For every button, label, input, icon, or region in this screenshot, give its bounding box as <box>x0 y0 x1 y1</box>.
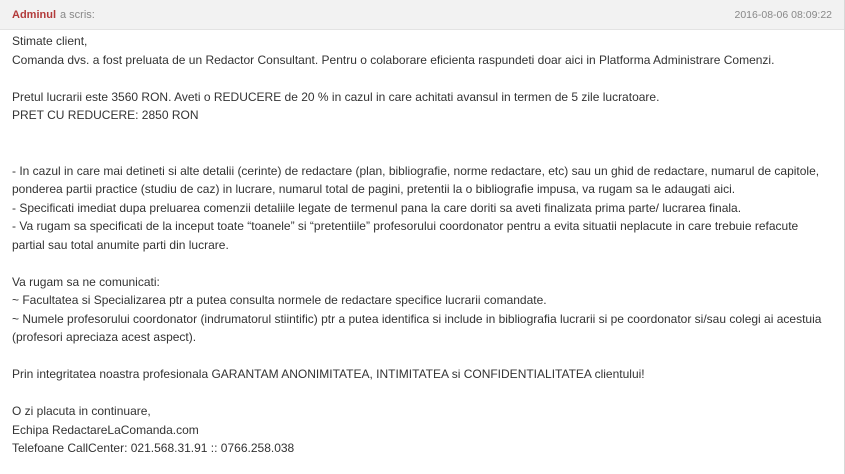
author-block <box>12 9 95 21</box>
message-header <box>0 0 844 30</box>
detail-bullet-1: - In cazul in care mai detineti si alte detalii (cerinte) de redactare (plan, bibliografie, norme redactare, etc) sau un ghid de redactare, numarul de capitole, ponderea partii practice (studiu de caz) in lucrare, numarul total de pagini, pretentii la o bibliografie impusa, va rugam sa le adaugati aici. <box>12 163 820 196</box>
message-body <box>0 30 844 458</box>
intro-text: Comanda dvs. a fost preluata de un Redactor Consultant. Pentru o colaborare eficienta raspundeti doar aici in Platforma Administrare Comenzi. <box>12 52 775 67</box>
communicate-item-1: ~ Facultatea si Specializarea ptr a putea consulta normele de redactare specifice lucrarii comandate. <box>12 293 547 307</box>
detail-bullet-2: - Specificati imediat dupa preluarea comenzii detaliile legate de termenul pana la care doriti sa aveti finalizata prima parte/ lucrarea finala. <box>12 200 742 215</box>
communicate-heading: Va rugam sa ne comunicati: <box>12 274 160 289</box>
communicate-item-2: ~ Numele profesorului coordonator (indrumatorul stiintific) ptr a putea identifica si include in bibliografia lucrarii si pe coordonator si/sau colegi ai acestuia (profesori apreciaza acest aspect). <box>12 311 822 344</box>
greeting-text: Stimate client, <box>12 34 88 48</box>
callcenter-phones: Telefoane CallCenter: 021.568.31.91 :: 0766.258.038 <box>12 441 295 455</box>
discount-text: PRET CU REDUCERE: 2850 RON <box>12 108 199 122</box>
wrote-label: a scris: <box>60 8 95 21</box>
author-name[interactable]: Adminul <box>12 8 56 21</box>
detail-bullet-3: - Va rugam sa specificati de la inceput toate “toanele” si “pretentiile” profesorului coordonator pentru a evita situatii neplacute in care trebuie refacute partial sau total anumite parti din lucrare. <box>12 219 799 252</box>
price-text: Pretul lucrarii este 3560 RON. Aveti o REDUCERE de 20 % in cazul in care achitati avansul in termen de 5 zile lucratoare. <box>12 89 660 104</box>
closing-text: O zi placuta in continuare, <box>12 404 151 418</box>
team-signature: Echipa RedactareLaComanda.com <box>12 422 199 437</box>
integrity-text: Prin integritatea noastra profesionala GARANTAM ANONIMITATEA, INTIMITATEA si CONFIDENTIALITATEA clientului! <box>12 367 645 381</box>
post-timestamp: 2016-08-06 08:09:22 <box>734 8 832 21</box>
